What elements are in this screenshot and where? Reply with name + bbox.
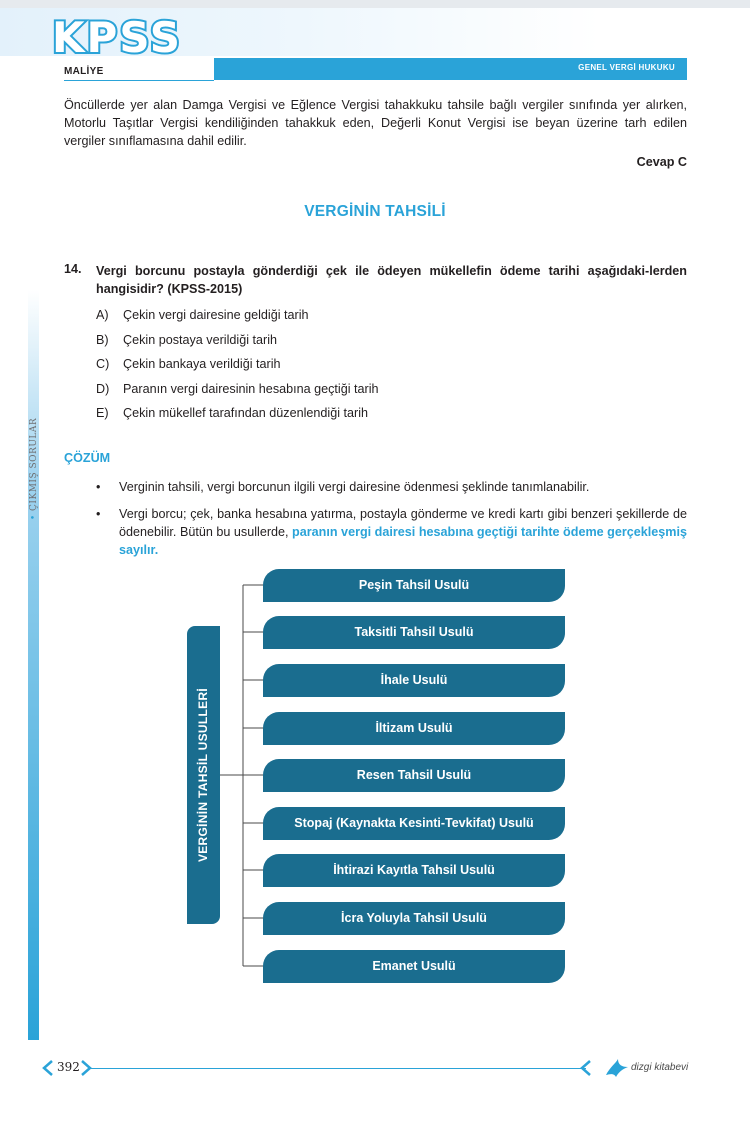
side-bar [28, 290, 39, 1040]
bullet-dot-icon: • [29, 514, 39, 521]
section-title: VERGİNİN TAHSİLİ [304, 203, 446, 220]
method-box: İhtirazi Kayıtla Tahsil Usulü [263, 854, 565, 887]
option-e [96, 404, 379, 429]
question-number: 14. [64, 262, 82, 276]
side-label-text: ÇIKMIŞ SORULAR [29, 417, 39, 511]
method-box: Resen Tahsil Usulü [263, 759, 565, 792]
method-box: Taksitli Tahsil Usulü [263, 616, 565, 649]
option-letter: E) [96, 406, 109, 420]
option-a [96, 306, 379, 331]
bullet-text: Verginin tahsili, vergi borcunun ilgili vergi dairesine ödenmesi şeklinde tanımlanabilir. [119, 480, 590, 494]
subject-title: MALİYE [64, 66, 104, 77]
intro-paragraph: Öncüllerde yer alan Damga Vergisi ve Eğlence Vergisi tahakkuku tahsile bağlı vergiler sınıfında yer alırken, Motorlu Taşıtlar Vergisi kendiliğinden tahakkuk eden, Değerli Konut Vergisi ise beyan üzerine tarh edilen vergiler sınıflamasına dahil edilir. [64, 98, 687, 148]
bullet-text: Vergi borcu; çek, banka hesabına yatırma, postayla gönderme ve kredi kartı gibi benzeri şekillerde de ödenebilir. Bütün bu usullerde, [119, 507, 687, 539]
publisher-logo-icon [604, 1057, 630, 1079]
kpss-logo [50, 12, 190, 60]
bullet-highlight: paranın vergi dairesi hesabına geçtiği tarihte ödeme gerçekleşmiş sayılır. [119, 525, 687, 557]
solution-title: ÇÖZÜM [64, 451, 111, 465]
svg-text:KPSS: KPSS [52, 13, 182, 60]
option-text: Çekin mükellef tarafından düzenlendiği tarih [123, 406, 369, 420]
option-text: Çekin bankaya verildiği tarih [123, 357, 281, 371]
option-text: Çekin vergi dairesine geldiği tarih [123, 308, 309, 322]
method-box: Emanet Usulü [263, 950, 565, 983]
option-letter: B) [96, 332, 109, 347]
solution-bullets [96, 478, 687, 568]
bullet-item [96, 478, 687, 496]
option-letter: A) [96, 308, 109, 322]
option-b [96, 331, 379, 356]
option-text: Paranın vergi dairesinin hesabına geçtiği tarih [123, 381, 379, 396]
method-box: İhale Usulü [263, 664, 565, 697]
answer: Cevap C [636, 155, 687, 169]
option-letter: C) [96, 357, 110, 371]
option-text: Çekin postaya verildiği tarih [123, 332, 277, 347]
chapter-bar [214, 58, 687, 80]
answer-options [96, 306, 379, 429]
method-box: İltizam Usulü [263, 712, 565, 745]
subject-rule [64, 80, 214, 81]
method-box: İcra Yoluyla Tahsil Usulü [263, 902, 565, 935]
method-box: Peşin Tahsil Usulü [263, 569, 565, 602]
option-d [96, 380, 379, 405]
bullet-item [96, 505, 687, 559]
side-label [29, 418, 39, 520]
footer-line [88, 1068, 586, 1069]
chapter-title: GENEL VERGİ HUKUKU [578, 63, 675, 72]
top-strip [0, 0, 750, 8]
method-box: Stopaj (Kaynakta Kesinti-Tevkifat) Usulü [263, 807, 565, 840]
diagram-title: VERGİNİN TAHSİL USULLERİ [196, 687, 210, 863]
option-letter: D) [96, 381, 110, 396]
publisher-name: dizgi kitabevi [631, 1062, 689, 1073]
question-text: Vergi borcunu postayla gönderdiği çek ile ödeyen mükellefin ödeme tarihi aşağıdaki-lerden hangisidir? (KPSS-2015) [96, 264, 687, 296]
option-c [96, 355, 379, 380]
page-number: 392 [57, 1060, 80, 1074]
